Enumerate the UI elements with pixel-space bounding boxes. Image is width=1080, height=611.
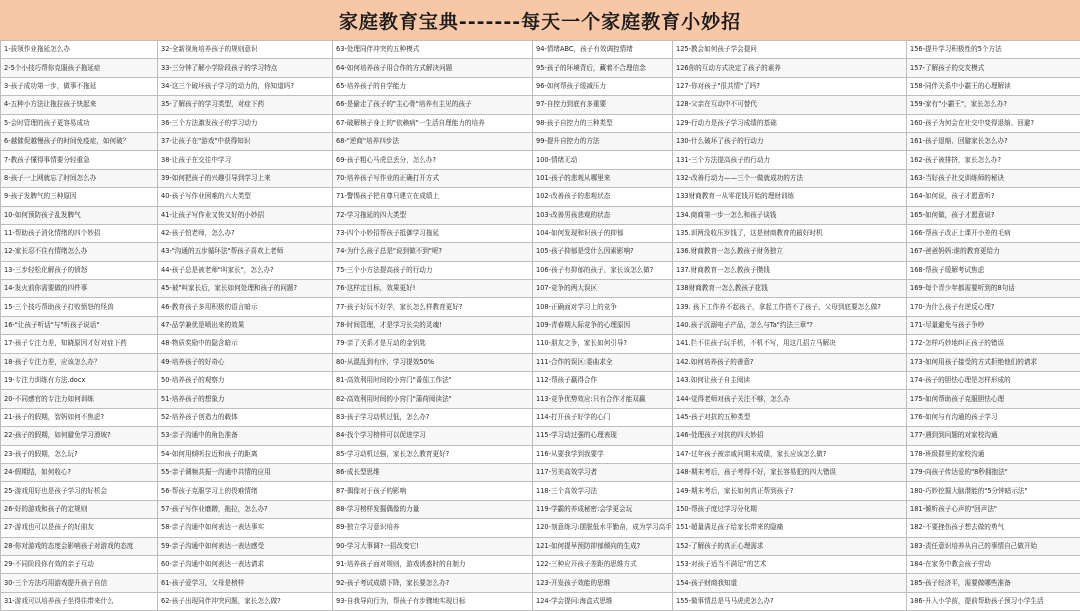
tip-cell[interactable]: 37-让孩子在"游戏"中获得知识 — [158, 132, 333, 150]
tip-cell[interactable]: 97-自控力到底有多重要 — [533, 96, 673, 114]
table-row — [1, 537, 1080, 555]
tip-cell[interactable]: 46-教育孩子多用积极的语言暗示 — [158, 298, 333, 316]
tip-cell[interactable]: 181-倾听孩子心声的"回声法" — [907, 500, 1080, 518]
tip-cell[interactable]: 6-越催促越慢孩子的时间免疫症，如何破？ — [1, 132, 158, 150]
tip-cell[interactable]: 20-不同感官的专注力如何训练 — [1, 390, 158, 408]
tip-cell[interactable]: 164-如何说，孩子才愿意听? — [907, 188, 1080, 206]
tip-cell[interactable]: 59-亲子沟通中如何表达一表达感受 — [158, 537, 333, 555]
tip-cell[interactable]: 40-孩子写作业困难的六大类型 — [158, 188, 333, 206]
tip-cell[interactable]: 147-过年孩子被亲戚问期末成绩，家长应该怎么做? — [673, 445, 907, 463]
tip-cell[interactable]: 32-全新视角培养孩子的规则意识 — [158, 41, 333, 59]
tip-cell[interactable]: 100-情绪无动 — [533, 151, 673, 169]
tip-cell[interactable]: 13-三步轻松化解孩子的愤怒 — [1, 261, 158, 279]
tip-cell[interactable]: 172-怎样巧妙地纠正孩子的错误 — [907, 335, 1080, 353]
tip-cell[interactable]: 158-同伴关系中小霸王的心理解读 — [907, 77, 1080, 95]
tip-cell[interactable]: 160-孩子为何会在社交中变得退缩、回避? — [907, 114, 1080, 132]
tip-cell[interactable]: 52-培养孩子创造力的载体 — [158, 408, 333, 426]
tip-cell[interactable]: 24-假期结，如何收心? — [1, 463, 158, 481]
tip-cell[interactable]: 171-尽量避免与孩子争吵 — [907, 316, 1080, 334]
tip-cell[interactable]: 94-情绪ABC，孩子有效调控情绪 — [533, 41, 673, 59]
tip-cell[interactable]: 123-开发孩子效能的思维 — [533, 574, 673, 592]
tip-cell[interactable]: 8-孩子一上网就忘了时间怎么办 — [1, 169, 158, 187]
tip-cell[interactable]: 49-培养孩子的好奇心 — [158, 353, 333, 371]
tip-cell[interactable]: 25-游戏用好也是孩子学习的好机会 — [1, 482, 158, 500]
tip-cell[interactable]: 142.如何培养孩子的善意? — [673, 353, 907, 371]
tip-cell[interactable]: 45-被"叫家长后，家长如何处理和孩子的问题? — [158, 280, 333, 298]
tip-cell[interactable]: 178-班级群里的家校沟通 — [907, 445, 1080, 463]
tip-cell[interactable]: 124-学会提问:海盒式思维 — [533, 592, 673, 610]
tip-cell[interactable]: 119-学霸的养成秘密:会学更会玩 — [533, 500, 673, 518]
table-row — [1, 574, 1080, 592]
tip-cell[interactable]: 12-家长忍不住有情绪怎么办 — [1, 243, 158, 261]
tip-cell[interactable]: 78-时间管理，才是学习长尖的灵魂! — [333, 316, 533, 334]
table-row — [1, 224, 1080, 242]
tip-cell[interactable]: 155-做事情总是马马虎虎怎么办? — [673, 592, 907, 610]
table-row — [1, 261, 1080, 279]
tip-cell[interactable]: 75-三个小方法提高孩子的行动力 — [333, 261, 533, 279]
table-row — [1, 280, 1080, 298]
tip-cell[interactable]: 126你的互动方式决定了孩子的素养 — [673, 59, 907, 77]
tip-cell[interactable]: 182-不要挫伤孩子想去做的勇气 — [907, 519, 1080, 537]
tip-cell[interactable]: 115-学习动过强的心理表现 — [533, 427, 673, 445]
tip-cell[interactable]: 138财商教育一怎么教孩子花钱 — [673, 280, 907, 298]
tip-cell[interactable]: 34-这三个破坏孩子学习的动力的，你知道吗? — [158, 77, 333, 95]
table-row — [1, 335, 1080, 353]
tip-cell[interactable]: 79-亲了关系才是互动的金钥匙 — [333, 335, 533, 353]
tip-cell[interactable]: 185-孩子经济平，需要做哪些准备 — [907, 574, 1080, 592]
table-row — [1, 41, 1080, 59]
tip-cell[interactable]: 176-如何与有沟通的孩子学习 — [907, 408, 1080, 426]
tip-cell[interactable]: 180-巧妙挖掘大脑潜能的"5分钟暗示法" — [907, 482, 1080, 500]
tip-cell[interactable]: 118-三个高效学习法 — [533, 482, 673, 500]
tip-cell[interactable]: 122-三种应开孩子差距的思维方式 — [533, 555, 673, 573]
table-row — [1, 372, 1080, 390]
table-row — [1, 188, 1080, 206]
tip-cell[interactable]: 114-打开孩子好学的心门 — [533, 408, 673, 426]
tip-cell[interactable]: 63-处理同伴冲突的五种模式 — [333, 41, 533, 59]
table-row — [1, 77, 1080, 95]
tip-cell[interactable]: 81-高效利用时间的小窍门"番茄工作法" — [333, 372, 533, 390]
tip-cell[interactable]: 150-帮孩子度过学习分化期 — [673, 500, 907, 518]
tip-cell[interactable]: 141.拦不住孩子玩手机，不机不写，用这几招立马解决 — [673, 335, 907, 353]
tip-cell[interactable]: 17-孩子专注力差，知晓原因才好对症下药 — [1, 335, 158, 353]
tip-cell[interactable]: 69-孩子粗心马虎总丢分，怎么办? — [333, 151, 533, 169]
table-row — [1, 169, 1080, 187]
tip-cell[interactable]: 5-会时管理的孩子更容易成功 — [1, 114, 158, 132]
table-row — [1, 316, 1080, 334]
tip-cell[interactable]: 56-帮孩子克服学习上的畏难情绪 — [158, 482, 333, 500]
tip-cell[interactable]: 16-"让孩子听话"与"听孩子说话" — [1, 316, 158, 334]
tip-cell[interactable]: 184-在家务中教会孩子劳动 — [907, 555, 1080, 573]
tip-cell[interactable]: 28-你对游戏的态度会影响孩子对游戏的态度 — [1, 537, 158, 555]
table-row — [1, 500, 1080, 518]
tip-cell[interactable]: 151-超量满足孩子给家长带来的隐痛 — [673, 519, 907, 537]
tip-cell[interactable]: 66-是偷走了孩子的"主心骨"培养有主见的孩子 — [333, 96, 533, 114]
tip-cell[interactable]: 21-孩子的假期，智妈如何不焦虑? — [1, 408, 158, 426]
tip-cell[interactable]: 173-如何用孩子接受的方式拒绝他们的请求 — [907, 353, 1080, 371]
tip-cell[interactable]: 1-拔领作业拖延怎么办 — [1, 41, 158, 59]
tip-cell[interactable]: 165-如何做，孩子才愿意说? — [907, 206, 1080, 224]
tip-cell[interactable]: 67-破解核子身上的"依赖病"一生活自理能力的培养 — [333, 114, 533, 132]
tip-cell[interactable]: 104-如何发现和识孩子的抑郁 — [533, 224, 673, 242]
tip-cell[interactable]: 36-三个方法激发孩子的学习动力 — [158, 114, 333, 132]
tip-cell[interactable]: 153-对孩子适当不满足"的艺术 — [673, 555, 907, 573]
tip-cell[interactable]: 73-四个小妙招帮孩子抵御学习拖延 — [333, 224, 533, 242]
tip-cell[interactable]: 84-找个学习榜样可以促进学习 — [333, 427, 533, 445]
tip-cell[interactable]: 109-青春期人际竞争的心理原因 — [533, 316, 673, 334]
tip-cell[interactable]: 27-游戏也可以是孩子的好朋友 — [1, 519, 158, 537]
table-row — [1, 243, 1080, 261]
tip-cell[interactable]: 148-期末考后，孩子考得不好，家长容易犯的四大错误 — [673, 463, 907, 481]
tip-cell[interactable]: 179-向孩子传达爱的"8秒拥抱法" — [907, 463, 1080, 481]
tip-cell[interactable]: 15-三个技巧帮助孩子打败愤怒的怪兽 — [1, 298, 158, 316]
tip-cell[interactable]: 102-改善孩子的悲观状态 — [533, 188, 673, 206]
tip-cell[interactable]: 33-三分钟了解小学阶段孩子的学习特点 — [158, 59, 333, 77]
tip-cell[interactable]: 82-高效利用时间的小窍门"蒲荷阅读法" — [333, 390, 533, 408]
tip-cell[interactable]: 71-警惕孩子把自尊只建立在成绩上 — [333, 188, 533, 206]
table-row — [1, 408, 1080, 426]
tip-cell[interactable]: 53-亲子沟通中的角色准备 — [158, 427, 333, 445]
tip-cell[interactable]: 91-培养孩子面对规则，游戏诱惑时的自制力 — [333, 555, 533, 573]
tip-cell[interactable]: 85-学习动机过强，家长怎么教育更好? — [333, 445, 533, 463]
tip-cell[interactable]: 64-如何培养孩子用合作的方式解决问题 — [333, 59, 533, 77]
table-row — [1, 482, 1080, 500]
tip-cell[interactable]: 60-亲子沟通中如何表达一表达请求 — [158, 555, 333, 573]
tip-cell[interactable]: 144-觉得老师对孩子关注不够，怎么办 — [673, 390, 907, 408]
table-row — [1, 445, 1080, 463]
tip-cell[interactable]: 55-亲子调频共振一沟通中共情的应用 — [158, 463, 333, 481]
tip-cell[interactable]: 7-教孩子懂得事情要分轻重急 — [1, 151, 158, 169]
table-row — [1, 353, 1080, 371]
tip-cell[interactable]: 110-朋友之争，家长如何引导? — [533, 335, 673, 353]
tip-cell[interactable]: 101-孩子的悲观从哪里来 — [533, 169, 673, 187]
tip-cell[interactable]: 87-偶像对于孩子的影响 — [333, 482, 533, 500]
table-row — [1, 206, 1080, 224]
tip-cell[interactable]: 39-如何把孩子的兴趣引导到学习上来 — [158, 169, 333, 187]
tip-cell[interactable]: 140.孩子沉溺电子产品，怎么与Ta"约法三章"? — [673, 316, 907, 334]
tip-cell[interactable]: 58-亲子沟通中如何表达一表达事实 — [158, 519, 333, 537]
tip-cell[interactable]: 98-孩子自控力的三种类型 — [533, 114, 673, 132]
tip-cell[interactable]: 86-成长型思维 — [333, 463, 533, 481]
tip-cell[interactable]: 103-改善男孩悲观的状态 — [533, 206, 673, 224]
tip-cell[interactable]: 111-合作的误区:委曲求全 — [533, 353, 673, 371]
tip-cell[interactable]: 89-独立学习意识培养 — [333, 519, 533, 537]
tip-cell[interactable]: 72-学习拖延的四大类型 — [333, 206, 533, 224]
tip-cell[interactable]: 129-行动力是孩子学习成绩的基础 — [673, 114, 907, 132]
tip-cell[interactable]: 135.训两没收压岁钱了，这是财商教育的最好时机 — [673, 224, 907, 242]
table-row — [1, 151, 1080, 169]
tip-cell[interactable]: 99-提升自控力的方法 — [533, 132, 673, 150]
tips-table — [0, 40, 1080, 611]
tip-cell[interactable]: 175-如何帮助孩子克服胆怯心理 — [907, 390, 1080, 408]
tip-cell[interactable]: 168-帮孩子缓解考试焦虑 — [907, 261, 1080, 279]
tip-cell[interactable]: 4-五种小方法让拖拉孩子快起来 — [1, 96, 158, 114]
tip-cell[interactable]: 130-什么破坏了孩子的行动力 — [673, 132, 907, 150]
tip-cell[interactable]: 133财商教育一从零花钱开始的理财训练 — [673, 188, 907, 206]
tip-cell[interactable]: 48-物质奖励中的隐含暗示 — [158, 335, 333, 353]
tip-cell[interactable]: 95-孩子的环境背后，藏着不合理信念 — [533, 59, 673, 77]
tip-cell[interactable]: 23-孩子的假期，怎么玩? — [1, 445, 158, 463]
tip-cell[interactable]: 19-专注力训练有方法.docx — [1, 372, 158, 390]
tip-cell[interactable]: 154-孩子财商我知道 — [673, 574, 907, 592]
tip-cell[interactable]: 134.商商第一步一怎么和孩子谈钱 — [673, 206, 907, 224]
tip-cell[interactable]: 3-孩子成功第一步，做事不拖延 — [1, 77, 158, 95]
tip-cell[interactable]: 26-好的游戏和孩子的定规则 — [1, 500, 158, 518]
tip-cell[interactable]: 149-期末考后，家长如何真正帮到孩子? — [673, 482, 907, 500]
table-row — [1, 132, 1080, 150]
tip-cell[interactable]: 157-了解孩子的交友模式 — [907, 59, 1080, 77]
tip-cell[interactable]: 132-改善行动力——三个一做就成功的方法 — [673, 169, 907, 187]
tip-cell[interactable]: 51-培养孩子的想象力 — [158, 390, 333, 408]
tip-cell[interactable]: 61-孩子爱学习，父母是榜样 — [158, 574, 333, 592]
tip-cell[interactable]: 121-如何提早预防抑郁倾向的生成? — [533, 537, 673, 555]
tip-cell[interactable]: 170-为什么孩子有逆反心理? — [907, 298, 1080, 316]
tip-cell[interactable]: 42-孩子怕老师，怎么办? — [158, 224, 333, 242]
tip-cell[interactable]: 127-你对孩子"很共情"了吗? — [673, 77, 907, 95]
title-banner — [0, 0, 1080, 41]
tip-cell[interactable]: 112-帮孩子赢得合作 — [533, 372, 673, 390]
table-row — [1, 519, 1080, 537]
tip-cell[interactable]: 143.如何让孩子自主阅读 — [673, 372, 907, 390]
table-row — [1, 555, 1080, 573]
tip-cell[interactable]: 11-帮助孩子消化情绪的四个妙招 — [1, 224, 158, 242]
tip-cell[interactable]: 113-竞争优势效应:只有合作才能双赢 — [533, 390, 673, 408]
tip-cell[interactable]: 116-从要我学到我要学 — [533, 445, 673, 463]
tip-cell[interactable]: 9-孩子发脾气的三种原因 — [1, 188, 158, 206]
tip-cell[interactable]: 62-孩子出现同伴冲突问题，家长怎么做? — [158, 592, 333, 610]
tip-cell[interactable]: 136.财商教育一怎么教孩子财务独立 — [673, 243, 907, 261]
tip-cell[interactable]: 88-学习榜样发掘偶像的力量 — [333, 500, 533, 518]
tip-cell[interactable]: 106-孩子有抑郁的孩子，家长该怎么做? — [533, 261, 673, 279]
tip-cell[interactable]: 105-孩子抑郁是受什么因素影响? — [533, 243, 673, 261]
tips-table-body — [1, 41, 1080, 611]
tip-cell[interactable]: 174-孩子的胆怯心理是怎样形成的 — [907, 372, 1080, 390]
tip-cell[interactable]: 137.财商教育一怎么教孩子攒钱 — [673, 261, 907, 279]
tip-cell[interactable]: 159-家有"小霸王"，家长怎么办? — [907, 96, 1080, 114]
tip-cell[interactable]: 169-每个青少年都需要听到的8句话 — [907, 280, 1080, 298]
tip-cell[interactable]: 43-"沟通的五步循环法"帮孩子喜欢上老师 — [158, 243, 333, 261]
tip-cell[interactable]: 186-升入小学前，提前帮助孩子预习小学生活 — [907, 592, 1080, 610]
table-row — [1, 298, 1080, 316]
table-row — [1, 427, 1080, 445]
tip-cell[interactable]: 152-了解孩子的真正心理需求 — [673, 537, 907, 555]
tip-cell[interactable]: 41-让孩子写作业又快又好的小妙招 — [158, 206, 333, 224]
tip-cell[interactable]: 131-三个方法提高孩子的行动力 — [673, 151, 907, 169]
tip-cell[interactable]: 146-处理孩子对抗的四大妙招 — [673, 427, 907, 445]
table-row — [1, 59, 1080, 77]
tip-cell[interactable]: 68-"逆商"培养四步法 — [333, 132, 533, 150]
table-row — [1, 463, 1080, 481]
tip-cell[interactable]: 90-学习大事调?一招改变它! — [333, 537, 533, 555]
tip-cell[interactable]: 65-培养孩子的自学能力 — [333, 77, 533, 95]
tip-cell[interactable]: 50-培养孩子的观察力 — [158, 372, 333, 390]
tip-cell[interactable]: 161-孩子退缩、回避家长怎么办? — [907, 132, 1080, 150]
tip-cell[interactable]: 177-遇到到问题的对家校沟通 — [907, 427, 1080, 445]
tip-cell[interactable]: 167-爸爸妈妈:谁的教育更给力 — [907, 243, 1080, 261]
table-row — [1, 114, 1080, 132]
tip-cell[interactable]: 76-这样定目标，效果更好! — [333, 280, 533, 298]
tip-cell[interactable]: 117-另美高效学习者 — [533, 463, 673, 481]
tip-cell[interactable]: 77-孩子好玩不好学，家长怎么样教育更好? — [333, 298, 533, 316]
table-row — [1, 592, 1080, 610]
tip-cell[interactable]: 74-为什么孩子总是"说到做不到"呢? — [333, 243, 533, 261]
table-row — [1, 96, 1080, 114]
table-row — [1, 390, 1080, 408]
tip-cell[interactable]: 2-5个小技巧帮你克服孩子拖延症 — [1, 59, 158, 77]
tip-cell[interactable]: 30-三个方法巧用游戏提升孩子自信 — [1, 574, 158, 592]
tip-cell[interactable]: 96-如何帮孩子缓减压力 — [533, 77, 673, 95]
tip-cell[interactable]: 145-孩子对抗的五种类型 — [673, 408, 907, 426]
tip-cell[interactable]: 128-父亲在互动中不可替代 — [673, 96, 907, 114]
tip-cell[interactable]: 166-帮孩子改正上课开小差的毛病 — [907, 224, 1080, 242]
tip-cell[interactable]: 47-品学兼优是喷出来的效果 — [158, 316, 333, 334]
tip-cell[interactable]: 10-如何预防孩子乱发脾气 — [1, 206, 158, 224]
tip-cell[interactable]: 139. 孩下工作养不起孩子，拿起工作搭不了孩子，父母到底要怎么做? — [673, 298, 907, 316]
tip-cell[interactable]: 54-如何用倾听拉近和孩子的距离 — [158, 445, 333, 463]
tip-cell[interactable]: 108-正确面对学习上的竞争 — [533, 298, 673, 316]
tip-cell[interactable]: 80-从混乱到有序，学习提效50% — [333, 353, 533, 371]
tip-cell[interactable]: 92-孩子考试成绩下降，家长要怎么办? — [333, 574, 533, 592]
tip-cell[interactable]: 83-孩子学习动机过低，怎么办? — [333, 408, 533, 426]
tip-cell[interactable]: 57-孩子写作业磨蹭，拖拉，怎么办? — [158, 500, 333, 518]
tip-cell[interactable]: 93-自我导向行为，帮孩子有步骤地实现目标 — [333, 592, 533, 610]
tip-cell[interactable]: 14-发火前你需要做的四件事 — [1, 280, 158, 298]
tip-cell[interactable]: 38-让孩子在交往中学习 — [158, 151, 333, 169]
tip-cell[interactable]: 31-游戏可以培养孩子坐得住带来什么 — [1, 592, 158, 610]
tip-cell[interactable]: 156-提升学习积极性的5个方法 — [907, 41, 1080, 59]
tip-cell[interactable]: 29-不同阶段你有效的亲子互动 — [1, 555, 158, 573]
tip-cell[interactable]: 18-孩子专注力差，应该怎么办？ — [1, 353, 158, 371]
page-title: 家庭教育宝典-------每天一个家庭教育小妙招 — [339, 7, 741, 34]
tip-cell[interactable]: 162-孩子被排挤，家长怎么办? — [907, 151, 1080, 169]
tip-cell[interactable]: 125-教会如何孩子学会提问 — [673, 41, 907, 59]
tip-cell[interactable]: 183-责任意识培养从自己的事情自己做开始 — [907, 537, 1080, 555]
tip-cell[interactable]: 163-当好孩子社交训练师的秘诀 — [907, 169, 1080, 187]
tip-cell[interactable]: 22-孩子的假期，如何避免学习滑坡? — [1, 427, 158, 445]
tip-cell[interactable]: 35-了解孩子的学习类型，对症下药 — [158, 96, 333, 114]
tip-cell[interactable]: 107-竞争的两大误区 — [533, 280, 673, 298]
tip-cell[interactable]: 70-培养孩子写作业的正确打开方式 — [333, 169, 533, 187]
tip-cell[interactable]: 44-孩子总是被老师"叫家长"，怎么办? — [158, 261, 333, 279]
tip-cell[interactable]: 120-刻意练习:摆脱低水平勤奋，成为学习高手 — [533, 519, 673, 537]
